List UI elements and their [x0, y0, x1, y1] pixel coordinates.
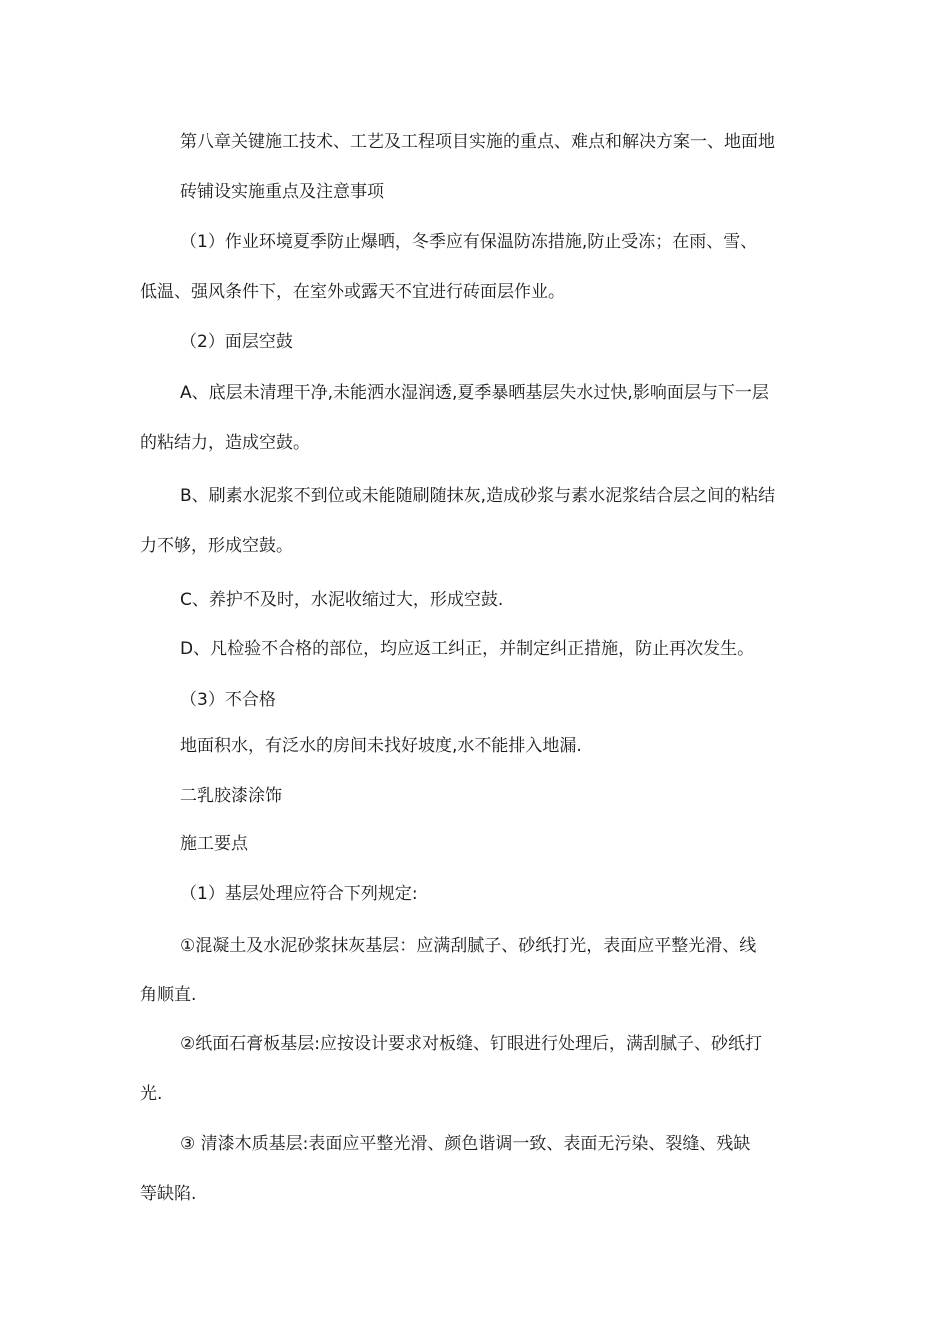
rule-1-line-1: ①混凝土及水泥砂浆抹灰基层：应满刮腻子、砂纸打光，表面应平整光滑、线 — [180, 936, 757, 956]
item-d: D、凡检验不合格的部位，均应返工纠正，并制定纠正措施，防止再次发生。 — [180, 639, 755, 659]
chapter-heading-line-1: 第八章关键施工技术、工艺及工程项目实施的重点、难点和解决方案一、地面地 — [180, 132, 775, 152]
paragraph-3: 地面积水，有泛水的房间未找好坡度,水不能排入地漏. — [180, 736, 582, 756]
subheading-base-treatment: （1）基层处理应符合下列规定: — [180, 884, 418, 904]
rule-3-line-1: ③ 清漆木质基层:表面应平整光滑、颜色谐调一致、表面无污染、裂缝、残缺 — [180, 1134, 751, 1154]
rule-3-line-2: 等缺陷. — [140, 1184, 197, 1204]
item-a-line-2: 的粘结力，造成空鼓。 — [140, 433, 310, 453]
subheading-3: （3）不合格 — [180, 690, 276, 710]
item-a-line-1: A、底层未清理干净,未能洒水湿润透,夏季暴晒基层失水过快,影响面层与下一层 — [180, 383, 769, 403]
construction-points-heading: 施工要点 — [180, 834, 248, 854]
item-b-line-2: 力不够，形成空鼓。 — [140, 536, 293, 556]
subheading-2: （2）面层空鼓 — [180, 332, 293, 352]
chapter-heading-line-2: 砖铺设实施重点及注意事项 — [180, 182, 384, 202]
section-2-heading: 二乳胶漆涂饰 — [180, 786, 282, 806]
item-b-line-1: B、刷素水泥浆不到位或未能随刷随抹灰,造成砂浆与素水泥浆结合层之间的粘结 — [180, 486, 776, 506]
paragraph-1-line-2: 低温、强风条件下，在室外或露天不宜进行砖面层作业。 — [140, 282, 565, 302]
item-c: C、养护不及时，水泥收缩过大，形成空鼓. — [180, 590, 504, 610]
paragraph-1-line-1: （1）作业环境夏季防止爆晒，冬季应有保温防冻措施,防止受冻；在雨、雪、 — [180, 232, 758, 252]
rule-2-line-2: 光. — [140, 1084, 163, 1104]
rule-1-line-2: 角顺直. — [140, 985, 197, 1005]
rule-2-line-1: ②纸面石膏板基层:应按设计要求对板缝、钉眼进行处理后，满刮腻子、砂纸打 — [180, 1034, 762, 1054]
